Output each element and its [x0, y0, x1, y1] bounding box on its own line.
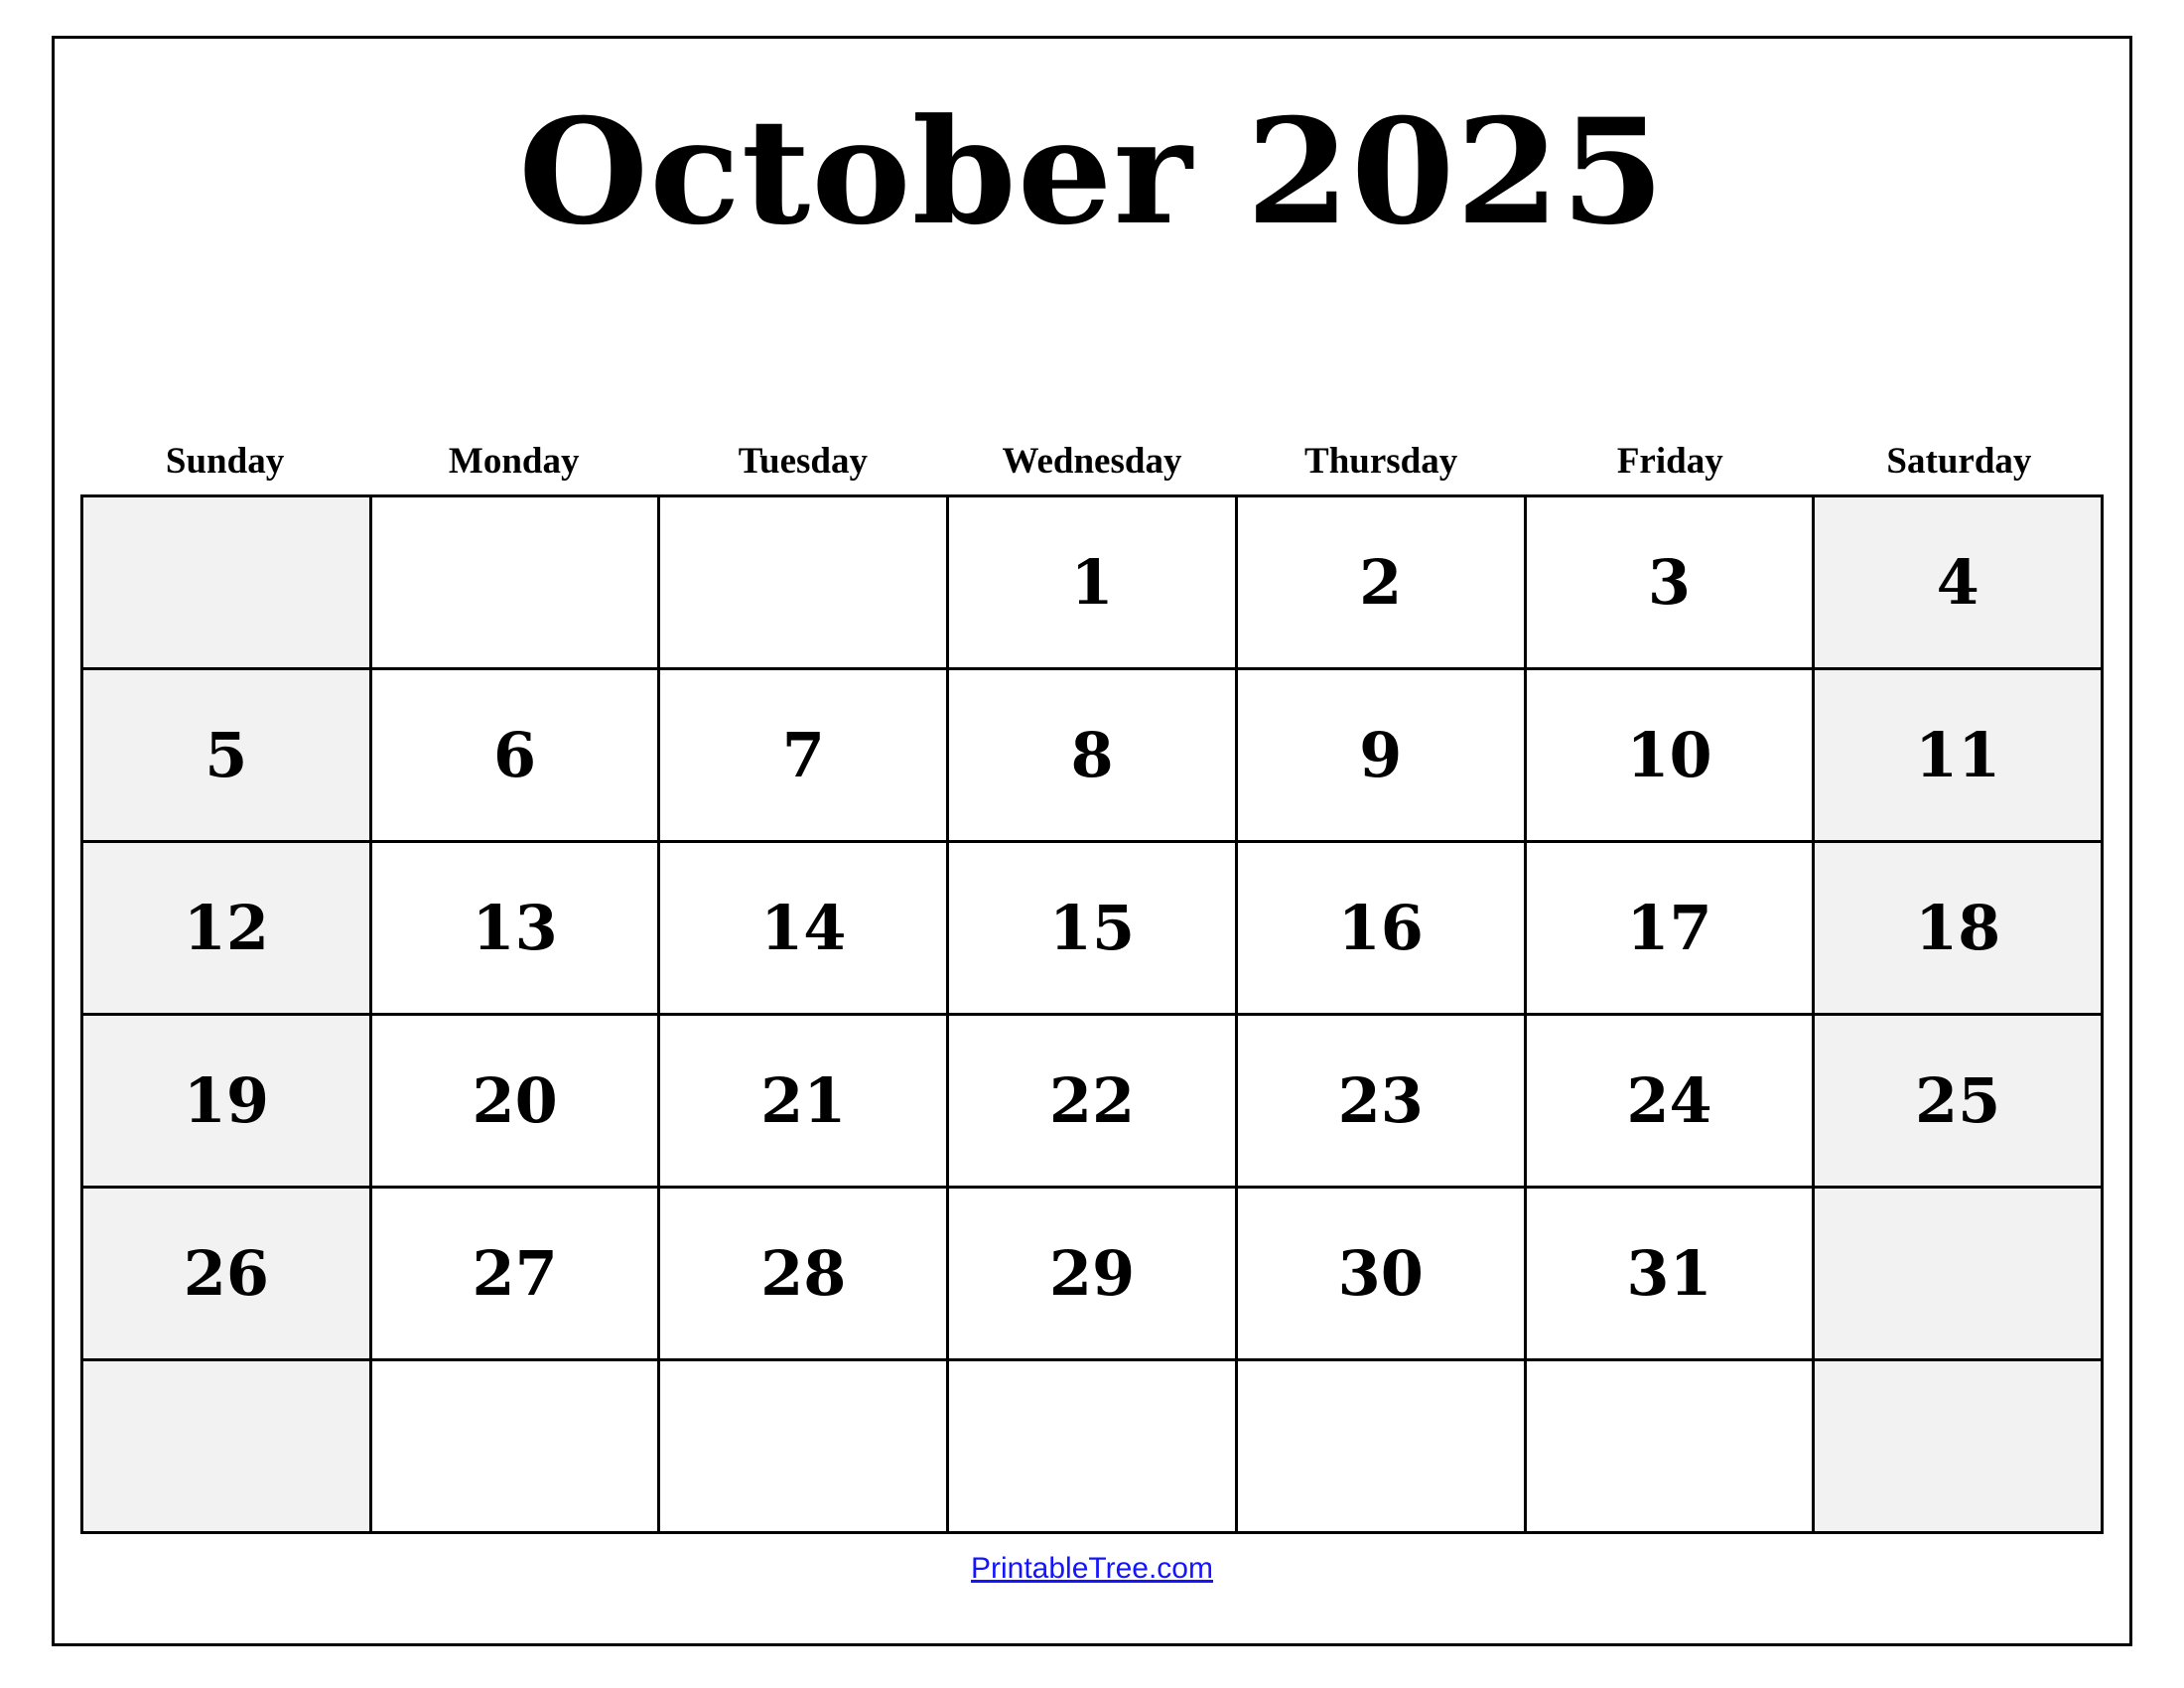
weekday-friday: Friday	[1616, 441, 1723, 482]
calendar-day-cell[interactable]	[372, 1189, 661, 1361]
footer-link[interactable]: PrintableTree.com	[971, 1552, 1213, 1585]
calendar-day-cell[interactable]	[372, 843, 661, 1016]
day-number: 25	[1915, 1063, 2001, 1137]
calendar-day-cell[interactable]	[1527, 497, 1816, 670]
calendar-day-cell[interactable]	[949, 1016, 1238, 1189]
calendar-empty-cell[interactable]	[83, 497, 372, 670]
day-number: 18	[1915, 891, 2001, 964]
calendar-week-row	[83, 1189, 2104, 1361]
calendar-day-cell[interactable]	[949, 497, 1238, 670]
day-number: 30	[1337, 1236, 1424, 1310]
calendar-day-cell[interactable]	[660, 670, 949, 843]
calendar-empty-cell[interactable]	[1527, 1361, 1816, 1534]
weekday-wednesday: Wednesday	[1002, 441, 1182, 482]
footer	[55, 1552, 2129, 1586]
calendar-week-row	[83, 497, 2104, 670]
day-number: 4	[1936, 545, 1979, 619]
calendar-empty-cell[interactable]	[1238, 1361, 1527, 1534]
calendar-day-cell[interactable]	[949, 843, 1238, 1016]
calendar-day-cell[interactable]	[1527, 843, 1816, 1016]
calendar-day-cell[interactable]	[1238, 670, 1527, 843]
day-number: 10	[1626, 718, 1712, 791]
calendar-week-row	[83, 1016, 2104, 1189]
day-number: 26	[183, 1236, 269, 1310]
calendar-empty-cell[interactable]	[1815, 1361, 2104, 1534]
calendar-grid	[80, 494, 2104, 1534]
day-number: 13	[472, 891, 558, 964]
weekday-sunday: Sunday	[165, 441, 285, 482]
calendar-empty-cell[interactable]	[660, 1361, 949, 1534]
calendar-day-cell[interactable]	[1815, 670, 2104, 843]
day-number: 12	[183, 891, 269, 964]
weekday-monday: Monday	[448, 441, 580, 482]
day-number: 5	[205, 718, 248, 791]
calendar-week-row	[83, 843, 2104, 1016]
calendar-day-cell[interactable]	[83, 670, 372, 843]
calendar-empty-cell[interactable]	[949, 1361, 1238, 1534]
calendar-empty-cell[interactable]	[83, 1361, 372, 1534]
calendar-empty-cell[interactable]	[660, 497, 949, 670]
weekday-thursday: Thursday	[1304, 441, 1458, 482]
calendar-empty-cell[interactable]	[372, 1361, 661, 1534]
calendar-day-cell[interactable]	[1238, 1189, 1527, 1361]
day-number: 16	[1337, 891, 1424, 964]
weekday-header-row	[55, 440, 2129, 494]
calendar-day-cell[interactable]	[949, 1189, 1238, 1361]
calendar-day-cell[interactable]	[372, 670, 661, 843]
calendar-day-cell[interactable]	[1815, 497, 2104, 670]
day-number: 28	[760, 1236, 847, 1310]
day-number: 2	[1359, 545, 1403, 619]
calendar-day-cell[interactable]	[1527, 1016, 1816, 1189]
calendar-day-cell[interactable]	[949, 670, 1238, 843]
day-number: 1	[1070, 545, 1114, 619]
calendar-day-cell[interactable]	[83, 843, 372, 1016]
weekday-tuesday: Tuesday	[738, 441, 868, 482]
calendar-day-cell[interactable]	[83, 1016, 372, 1189]
calendar-day-cell[interactable]	[660, 843, 949, 1016]
day-number: 7	[781, 718, 825, 791]
calendar-day-cell[interactable]	[1238, 497, 1527, 670]
page-title: October 2025	[518, 87, 1666, 257]
day-number: 6	[493, 718, 537, 791]
calendar-sheet	[52, 36, 2132, 1646]
calendar-week-row	[83, 670, 2104, 843]
calendar-day-cell[interactable]	[372, 1016, 661, 1189]
calendar-day-cell[interactable]	[1238, 1016, 1527, 1189]
calendar-day-cell[interactable]	[660, 1189, 949, 1361]
day-number: 29	[1048, 1236, 1136, 1310]
day-number: 27	[472, 1236, 558, 1310]
day-number: 9	[1359, 718, 1403, 791]
calendar-day-cell[interactable]	[1238, 843, 1527, 1016]
day-number: 17	[1626, 891, 1712, 964]
calendar-day-cell[interactable]	[83, 1189, 372, 1361]
day-number: 8	[1070, 718, 1114, 791]
calendar-empty-cell[interactable]	[372, 497, 661, 670]
calendar-day-cell[interactable]	[660, 1016, 949, 1189]
calendar-day-cell[interactable]	[1815, 1016, 2104, 1189]
weekday-saturday: Saturday	[1886, 441, 2032, 482]
day-number: 23	[1337, 1063, 1424, 1137]
day-number: 31	[1626, 1236, 1712, 1310]
day-number: 15	[1048, 891, 1136, 964]
calendar-day-cell[interactable]	[1527, 670, 1816, 843]
day-number: 14	[760, 891, 847, 964]
day-number: 22	[1048, 1063, 1136, 1137]
day-number: 19	[183, 1063, 269, 1137]
calendar-day-cell[interactable]	[1815, 843, 2104, 1016]
day-number: 3	[1647, 545, 1692, 619]
day-number: 11	[1915, 718, 2001, 791]
calendar-empty-cell[interactable]	[1815, 1189, 2104, 1361]
calendar-week-row	[83, 1361, 2104, 1534]
day-number: 21	[760, 1063, 847, 1137]
day-number: 24	[1626, 1063, 1712, 1137]
day-number: 20	[472, 1063, 558, 1137]
calendar-day-cell[interactable]	[1527, 1189, 1816, 1361]
